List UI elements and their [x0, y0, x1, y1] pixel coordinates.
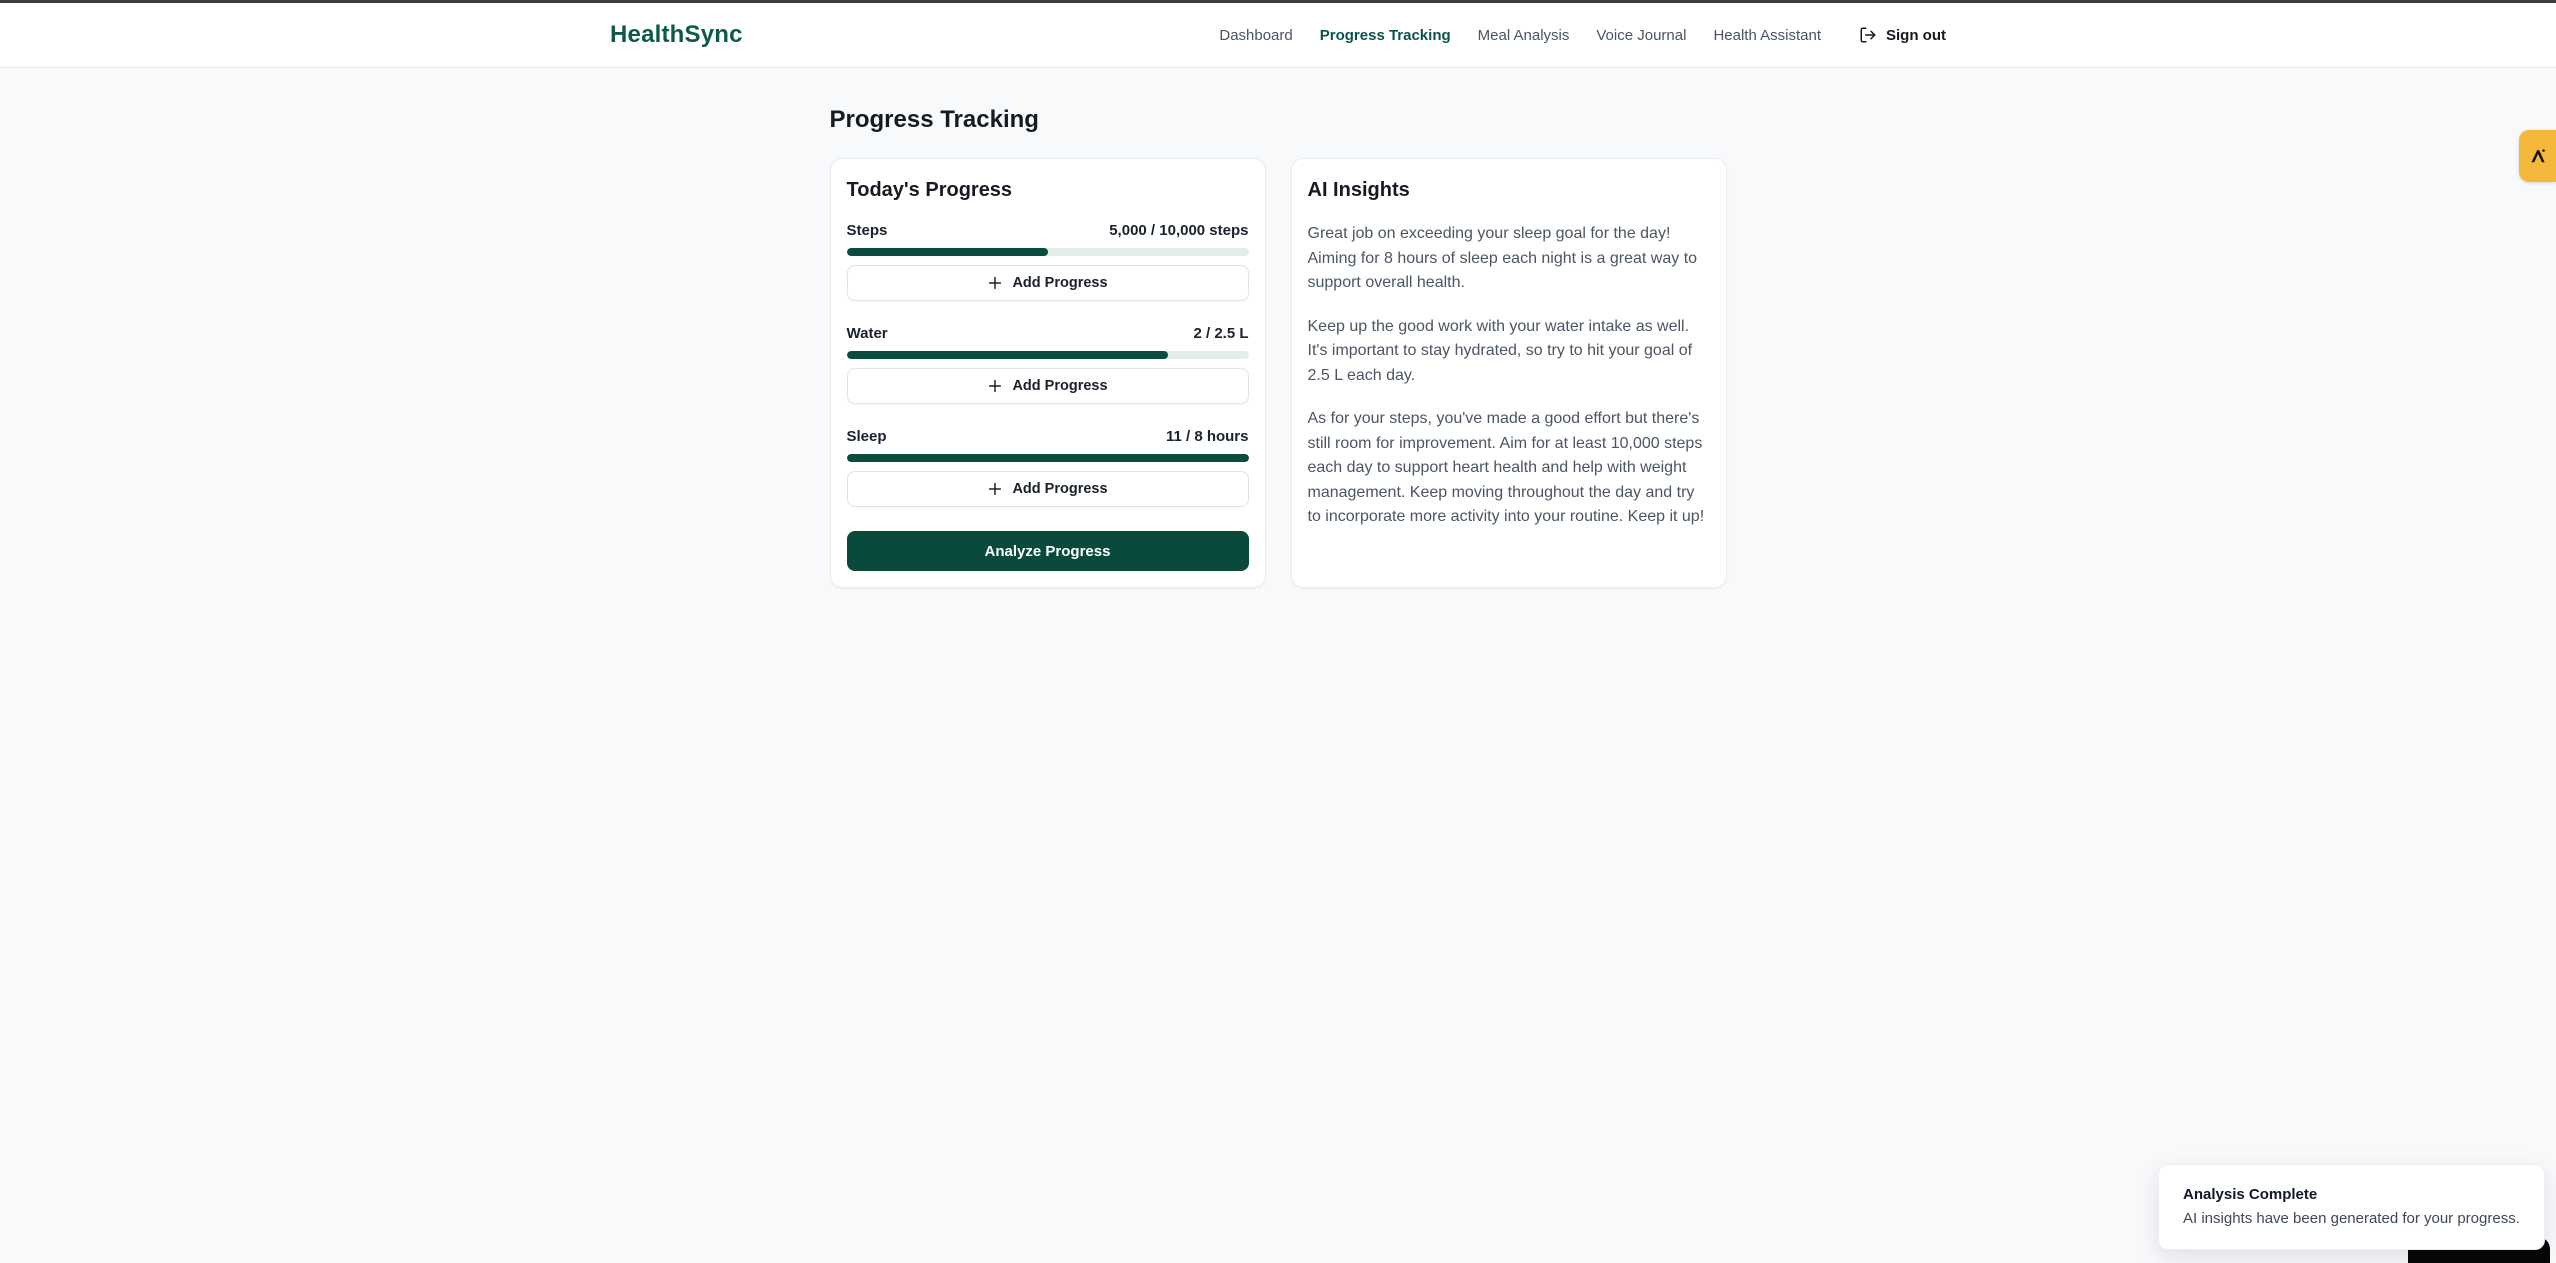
- brand-logo[interactable]: HealthSync: [610, 21, 743, 48]
- progress-bar-steps: [847, 248, 1249, 256]
- ai-insights-card: [1291, 158, 1727, 588]
- metric-water: [847, 325, 1249, 404]
- metric-value: 2 / 2.5 L: [1193, 325, 1249, 342]
- metric-label: Sleep: [846, 428, 887, 445]
- analyze-progress-button[interactable]: Analyze Progress: [847, 531, 1249, 571]
- plus-icon: [987, 275, 1003, 291]
- nav-link-dashboard[interactable]: Dashboard: [1219, 26, 1293, 44]
- main-content: [830, 106, 1727, 588]
- progress-bar-water: [847, 351, 1249, 359]
- progress-card-title: Today's Progress: [846, 179, 1013, 201]
- sign-out-label: Sign out: [1886, 26, 1946, 44]
- app-header: [0, 3, 2556, 68]
- plus-icon: [987, 481, 1003, 497]
- add-progress-label: Add Progress: [1012, 481, 1108, 497]
- metric-steps: [847, 222, 1249, 301]
- insight-paragraph: Keep up the good work with your water intake as well. It's important to stay hydrated, so try to hit your goal of 2.5 L each day.: [1307, 317, 1693, 384]
- metric-value: 5,000 / 10,000 steps: [1109, 222, 1249, 239]
- metric-value: 11 / 8 hours: [1165, 428, 1249, 445]
- todays-progress-card: [830, 158, 1266, 588]
- page-title: Progress Tracking: [829, 106, 1039, 133]
- logout-icon: [1859, 26, 1877, 44]
- metric-label: Steps: [846, 222, 888, 239]
- insights-card-title: AI Insights: [1307, 179, 1410, 201]
- nav-link-health-assistant[interactable]: Health Assistant: [1713, 26, 1821, 44]
- nav-link-meal-analysis[interactable]: Meal Analysis: [1477, 26, 1570, 44]
- toast-message: AI insights have been generated for your progress.: [2183, 1210, 2520, 1227]
- main-nav: [1219, 27, 1821, 44]
- toast-title: Analysis Complete: [2183, 1186, 2318, 1203]
- nav-link-progress-tracking[interactable]: Progress Tracking: [1319, 26, 1451, 44]
- nav-link-voice-journal[interactable]: Voice Journal: [1596, 26, 1687, 44]
- add-progress-label: Add Progress: [1012, 378, 1108, 394]
- toast-notification: [2158, 1164, 2545, 1250]
- sign-out-button[interactable]: [1859, 26, 1946, 44]
- metric-label: Water: [846, 325, 888, 342]
- plus-icon: [987, 378, 1003, 394]
- widget-logo-icon: [2528, 146, 2548, 166]
- add-progress-button-steps[interactable]: [847, 265, 1249, 301]
- insight-paragraph: As for your steps, you've made a good effort but there's still room for improvement. Aim for at least 10,000 steps each day to support heart health and help with weight management. Keep moving throughout the day and try to incorporate more activity into your routine. Keep it up!: [1307, 410, 1705, 525]
- add-progress-button-sleep[interactable]: [847, 471, 1249, 507]
- progress-bar-sleep: [847, 454, 1249, 462]
- add-progress-label: Add Progress: [1012, 275, 1108, 291]
- metric-sleep: [847, 428, 1249, 507]
- edge-widget-button[interactable]: [2519, 130, 2556, 182]
- add-progress-button-water[interactable]: [847, 368, 1249, 404]
- insight-paragraph: Great job on exceeding your sleep goal for the day! Aiming for 8 hours of sleep each night is a great way to support overall health.: [1307, 225, 1698, 291]
